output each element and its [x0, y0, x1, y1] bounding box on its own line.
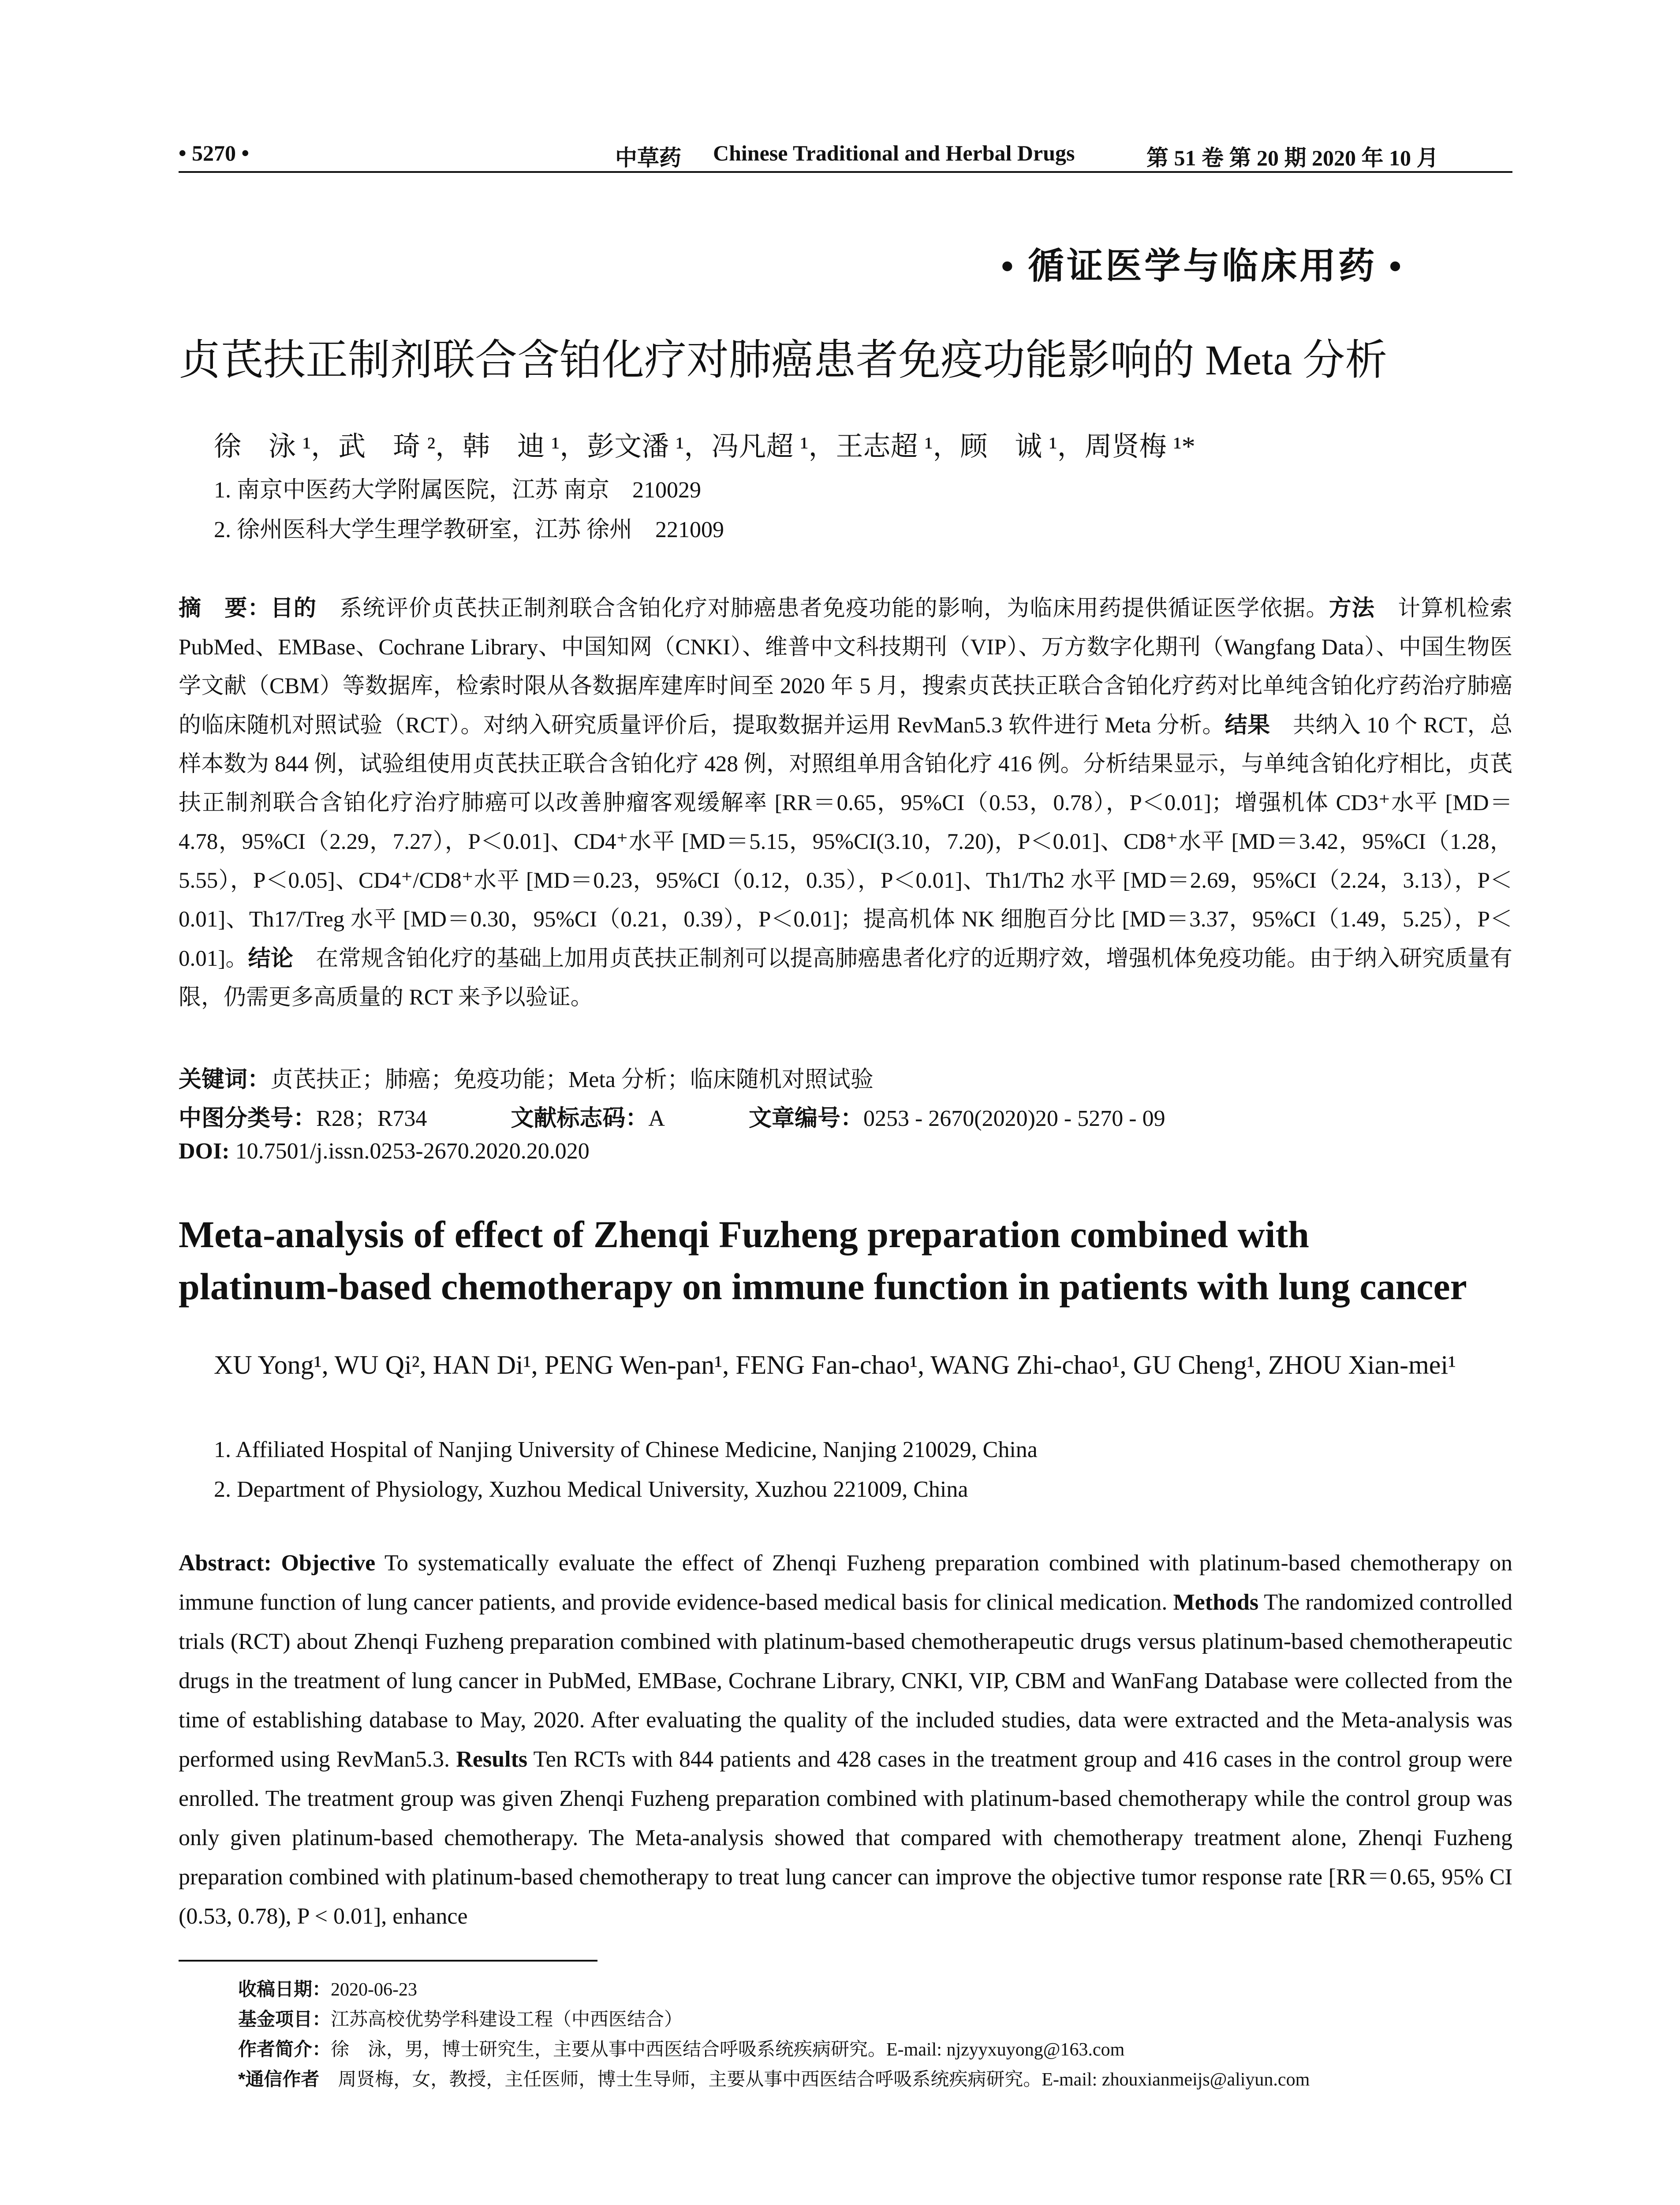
authors-cn: 徐 泳 ¹，武 琦 ²，韩 迪 ¹，彭文潘 ¹，冯凡超 ¹，王志超 ¹，顾 诚 ¹，周贤梅 ¹* — [214, 432, 1195, 462]
keywords-line — [179, 1061, 874, 1094]
volume-issue: 第 51 卷 第 20 期 2020 年 10 月 — [1146, 146, 1439, 170]
doi-line — [179, 1138, 590, 1164]
affiliation-cn-1: 1. 南京中医药大学附属医院，江苏 南京 210029 — [214, 478, 702, 503]
results-text: 共纳入 10 个 RCT，总样本数为 844 例，试验组使用贞芪扶正联合含铂化疗 428 例，对照组单用含铂化疗 416 例。分析结果显示，与单纯含铂化疗相比，贞芪扶正制剂联合含铂化疗治疗肺癌可以改善肿瘤客观缓解率 [RR＝0.65，95%CI（0.53，0.78），P＜0.01]；增强机体 CD3⁺水平 [MD＝4.78，95%CI（2.29，7.27），P＜0.01]、CD4⁺水平 [MD＝5.15，95%CI(3.10，7.20)，P＜0.01]、CD8⁺水平 [MD＝3.42，95%CI（1.28，5.55），P＜0.05]、CD4⁺/CD8⁺水平 [MD＝0.23，95%CI（0.12，0.35），P＜0.01]、Th1/Th2 水平 [MD＝2.69，95%CI（2.24，3.13），P＜0.01]、Th17/Treg 水平 [MD＝0.30，95%CI（0.21，0.39），P＜0.01]；提高机体 NK 细胞百分比 [MD＝3.37，95%CI（1.49，5.25），P＜0.01]。 — [179, 713, 1512, 971]
results-en-label: Results — [456, 1747, 528, 1772]
objective-text: 系统评价贞芪扶正制剂联合含铂化疗对肺癌患者免疫功能的影响，为临床用药提供循证医学依据。 — [317, 596, 1329, 621]
keywords-text: 贞芪扶正；肺癌；免疫功能；Meta 分析；临床随机对照试验 — [270, 1067, 874, 1092]
article-number-label: 文章编号： — [748, 1106, 863, 1131]
abstract-label: 摘 要： — [179, 595, 271, 620]
footnote-corresponding — [238, 2065, 1310, 2091]
footnote-rule — [179, 1960, 597, 1962]
methods-en-text: The randomized controlled trials (RCT) about Zhenqi Fuzheng preparation combined with platinum-based chemotherapeutic drugs versus platinum-based chemotherapeutic drugs in the treatment of lung cancer in PubMed, EMBase, Cochrane Library, CNKI, VIP, CBM and WanFang Database were collected from the time of establishing database to May, 2020. After evaluating the quality of the included studies, data were extracted and the Meta-analysis was performed using RevMan5.3. — [179, 1590, 1512, 1772]
footnote-received — [238, 1975, 417, 2001]
classification-line — [179, 1099, 1165, 1132]
methods-text: 计算机检索 PubMed、EMBase、Cochrane Library、中国知网（CNKI）、维普中文科技期刊（VIP）、万方数字化期刊（Wangfang Data）、中国生物医学文献（CBM）等数据库，检索时限从各数据库建库时间至 2020 年 5 月，搜索贞芪扶正联合含铂化疗药对比单纯含铂化疗药治疗肺癌的临床随机对照试验（RCT）。对纳入研究质量评价后，提取数据并运用 RevMan5.3 软件进行 Meta 分析。 — [179, 596, 1512, 738]
page-number: • 5270 • — [179, 141, 250, 165]
results-label: 结果 — [1225, 712, 1270, 737]
results-en-text: Ten RCTs with 844 patients and 428 cases in the treatment group and 416 cases in the control group were enrolled. The treatment group was given Zhenqi Fuzheng preparation combined with platinum-based chemotherapy while the control group was only given platinum-based chemotherapy. The Meta-analysis showed that compared with chemotherapy treatment alone, Zhenqi Fuzheng preparation combined with platinum-based chemotherapy to treat lung cancer can improve the objective tumor response rate [RR＝0.65, 95% CI (0.53, 0.78), P < 0.01], enhance — [179, 1747, 1512, 1929]
keywords-label: 关键词： — [179, 1067, 271, 1092]
footnote-text: 周贤梅，女，教授，主任医师，博士生导师，主要从事中西医结合呼吸系统疾病研究。E-mail: zhouxianmeijs@aliyun.com — [319, 2070, 1310, 2090]
methods-label: 方法 — [1329, 595, 1375, 620]
conclusion-label: 结论 — [248, 946, 294, 971]
footnote-label: 作者简介： — [238, 2039, 331, 2059]
article-title-cn: 贞芪扶正制剂联合含铂化疗对肺癌患者免疫功能影响的 Meta 分析 — [179, 336, 1388, 384]
doi-value: 10.7501/j.issn.0253-2670.2020.20.020 — [229, 1139, 590, 1164]
footnote-text: 徐 泳，男，博士研究生，主要从事中西医结合呼吸系统疾病研究。E-mail: njzyyxuyong@163.com — [331, 2040, 1125, 2060]
doi-label: DOI: — [179, 1139, 230, 1164]
methods-en-label: Methods — [1173, 1590, 1259, 1615]
title-en-line-1: Meta-analysis of effect of Zhenqi Fuzheng preparation combined with — [179, 1213, 1309, 1256]
doc-code-label: 文献标志码： — [511, 1106, 649, 1131]
affiliation-en-1: 1. Affiliated Hospital of Nanjing University of Chinese Medicine, Nanjing 210029, China — [214, 1437, 1038, 1462]
abstract-en — [179, 1544, 1512, 1936]
affiliation-cn-2: 2. 徐州医科大学生理学教研室，江苏 徐州 221009 — [214, 517, 724, 542]
objective-en-text: To systematically evaluate the effect of Zhenqi Fuzheng preparation combined with platinum-based chemotherapy on immune function of lung cancer patients, and provide evidence-based medical basis for clinical medication. — [179, 1551, 1512, 1615]
objective-label: 目的 — [270, 595, 317, 620]
footnote-text: 2020-06-23 — [331, 1980, 417, 2000]
footnote-label: *通信作者 — [238, 2069, 320, 2089]
footnote-author-bio — [238, 2035, 1124, 2061]
column-section-tag: • 循证医学与临床用药 • — [1001, 246, 1404, 286]
clc-label: 中图分类号： — [179, 1106, 317, 1131]
clc-value: R28；R734 — [316, 1106, 427, 1131]
footnote-label: 收稿日期： — [238, 1979, 331, 1999]
journal-name-cn: 中草药 — [615, 146, 681, 170]
title-en-line-2: platinum-based chemotherapy on immune function in patients with lung cancer — [179, 1265, 1467, 1308]
article-title-en — [179, 1208, 1512, 1312]
affiliation-en-2: 2. Department of Physiology, Xuzhou Medical University, Xuzhou 221009, China — [214, 1477, 968, 1502]
doc-code-value: A — [648, 1106, 665, 1131]
footnote-text: 江苏高校优势学科建设工程（中西医结合） — [331, 2010, 683, 2030]
footnote-funding — [238, 2005, 683, 2031]
abstract-cn — [179, 589, 1512, 1017]
article-number-value: 0253 - 2670(2020)20 - 5270 - 09 — [863, 1106, 1165, 1131]
footnote-label: 基金项目： — [238, 2009, 331, 2029]
conclusion-text: 在常规含铂化疗的基础上加用贞芪扶正制剂可以提高肺癌患者化疗的近期疗效，增强机体免疫功能。由于纳入研究质量有限，仍需更多高质量的 RCT 来予以验证。 — [179, 946, 1512, 1010]
authors-en: XU Yong¹, WU Qi², HAN Di¹, PENG Wen-pan¹, FENG Fan-chao¹, WANG Zhi-chao¹, GU Cheng¹, ZHOU Xian-mei¹ — [214, 1350, 1456, 1379]
running-header — [179, 140, 1512, 173]
abstract-en-label: Abstract: Objective — [179, 1551, 376, 1576]
journal-name-en: Chinese Traditional and Herbal Drugs — [713, 141, 1075, 165]
